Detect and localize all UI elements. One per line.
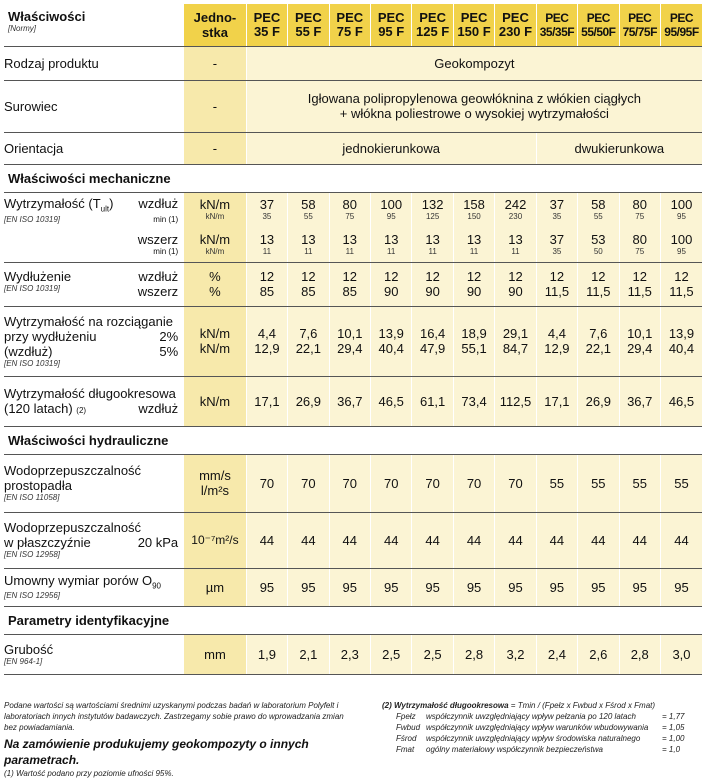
pore-value: 95 [495,568,536,606]
thickness-value: 2,8 [453,634,494,674]
row-tensile-along [4,192,702,228]
section-hydraulic [4,426,702,454]
plane-value: 44 [495,512,536,568]
elongation-value: 12 85 [288,262,329,306]
orientation-label: Orientacja [4,132,184,164]
product-type-value: Geokompozyt [246,46,702,80]
header-product: PEC 55 F [288,4,329,46]
factor-row: Fwbud współczynnik uwzględniający wpływ warunków wbudowywania = 1,05 [396,723,685,732]
header-product: PEC 95 F [371,4,412,46]
header-product: PEC 75 F [329,4,370,46]
longterm-unit: kN/m [184,376,246,426]
plane-value: 44 [536,512,577,568]
thickness-value: 2,4 [536,634,577,674]
header-product: PEC 95/95F [660,4,702,46]
plane-label-line2: w płaszczyźnie [4,535,91,550]
header-property-cell [4,4,184,46]
thickness-value: 2,8 [619,634,660,674]
strain-value: 13,9 40,4 [660,306,702,376]
longterm-value: 17,1 [246,376,287,426]
pore-label: Umowny wymiar porów $O_{90}$ [4,572,161,591]
product-type-unit: - [184,46,246,80]
thickness-value: 2,3 [329,634,370,674]
raw-material-unit: - [184,80,246,132]
perm-value: 55 [536,454,577,512]
strain-norm: [EN ISO 10319] [4,358,61,368]
header-property-title: Właściwości [8,9,86,24]
strain-label-line3: (wzdłuż) [4,343,53,359]
strain-label-cell: Wytrzymałość na rozciąganie przy wydłużeniu 2% (wzdłuż) 5% [EN ISO 10319] [4,306,184,376]
strain-value: 13,9 40,4 [371,306,412,376]
elongation-value: 12 11,5 [619,262,660,306]
tensile-along-value: 37 35 [536,192,577,228]
plane-label-line1: Wodoprzepuszczalność [4,520,142,535]
footer-right [382,700,702,755]
longterm-value: 46,5 [371,376,412,426]
pore-value: 95 [453,568,494,606]
thickness-value: 1,9 [246,634,287,674]
tensile-across-value: 13 11 [371,228,412,262]
elongation-value: 12 90 [371,262,412,306]
pore-unit: µm [184,568,246,606]
thickness-label-cell [4,634,184,674]
strain-value: 7,6 22,1 [578,306,619,376]
elongation-label-cell [4,262,184,306]
footer-disclaimer-1: Podane wartości są wartościami średnimi uzyskanymi podczas badań w laboratorium Polyfelt i [4,701,339,710]
longterm-value: 26,9 [578,376,619,426]
longterm-value: 36,7 [619,376,660,426]
elongation-value: 12 85 [329,262,370,306]
header-product: PEC 55/50F [578,4,619,46]
tensile-along-value: 58 55 [288,192,329,228]
header-norm-label: [Normy] [8,24,36,33]
pore-value: 95 [536,568,577,606]
strain-value: 16,4 47,9 [412,306,453,376]
thickness-value: 2,5 [371,634,412,674]
tensile-across-value: 80 75 [619,228,660,262]
footer-custom-order: Na zamówienie produkujemy geokompozyty o innych parametrach. [4,737,309,767]
perm-value: 70 [453,454,494,512]
raw-material-label: Surowiec [4,80,184,132]
section-hydraulic-title: Właściwości hydrauliczne [4,426,702,454]
perm-value: 70 [288,454,329,512]
perm-value: 55 [660,454,702,512]
tensile-across-value: 13 11 [412,228,453,262]
row-tensile-at-strain [4,306,702,376]
tensile-dir-across-sub: min (1) [153,247,179,257]
section-mechanical [4,164,702,192]
perm-label-line2: prostopadła [4,478,72,493]
tensile-along-value: 242 230 [495,192,536,228]
plane-value: 44 [660,512,702,568]
tensile-across-value: 13 11 [288,228,329,262]
pore-value: 95 [329,568,370,606]
tensile-across-value: 13 11 [246,228,287,262]
thickness-value: 2,5 [412,634,453,674]
elongation-norm: [EN ISO 10319] [4,284,61,293]
row-thickness [4,634,702,674]
tensile-along-value: 80 75 [619,192,660,228]
footer-note-1: (1) Wartość podano przy poziomie ufności 95%. [4,769,174,778]
tensile-across-value: 37 35 [536,228,577,262]
tensile-across-unit: kN/m kN/m [184,228,246,262]
tensile-along-value: 100 95 [660,192,702,228]
pore-value: 95 [288,568,329,606]
thickness-value: 3,2 [495,634,536,674]
section-identification [4,606,702,634]
row-permeability-normal [4,454,702,512]
tensile-across-value: 53 50 [578,228,619,262]
elongation-value: 12 90 [453,262,494,306]
strain-value: 4,4 12,9 [246,306,287,376]
raw-material-value [246,80,702,132]
section-mechanical-title: Właściwości mechaniczne [4,164,702,192]
pore-value: 95 [246,568,287,606]
tensile-along-value: 158 150 [453,192,494,228]
perm-value: 55 [578,454,619,512]
elongation-value: 12 90 [495,262,536,306]
elongation-value: 12 85 [246,262,287,306]
strain-label-line2: przy wydłużeniu [4,328,97,344]
tensile-dir-along: wzdłuż [138,195,179,211]
perm-value: 70 [246,454,287,512]
factor-row: Fmat ogólny materiałowy współczynnik bezpieczeństwa = 1,0 [396,745,681,754]
plane-value: 44 [578,512,619,568]
thickness-value: 2,6 [578,634,619,674]
plane-value: 44 [288,512,329,568]
strain-unit: kN/m kN/m [184,306,246,376]
tensile-across-value: 13 11 [495,228,536,262]
perm-norm: [EN ISO 11058] [4,493,60,502]
footer-left [4,700,374,779]
orientation-bi: dwukierunkowa [536,132,702,164]
longterm-value: 112,5 [495,376,536,426]
longterm-value: 36,7 [329,376,370,426]
raw-material-line1: Igłowana polipropylenowa geowłóknina z włókien ciągłych [307,91,641,106]
raw-material-line2: + włókna poliestrowe o wysokiej wytrzymałości [339,106,609,121]
header-row [4,4,702,46]
tensile-along-value: 100 95 [371,192,412,228]
perm-value: 70 [495,454,536,512]
longterm-value: 17,1 [536,376,577,426]
longterm-value: 61,1 [412,376,453,426]
plane-value: 44 [246,512,287,568]
plane-unit: 10⁻⁷m²/s [184,512,246,568]
elongation-dir-across: wszerz [137,284,179,299]
longterm-label-cell: Wytrzymałość długookresowa (120 latach) (2) wzdłuż [4,376,184,426]
perm-unit: mm/s l/m²s [184,454,246,512]
elongation-unit: % % [184,262,246,306]
tensile-along-value: 132 125 [412,192,453,228]
factor-row: Fśrod współczynnik uwzględniający wpływ środowiska naturalnego = 1,00 [396,734,685,743]
thickness-norm: [EN 964-1] [4,656,43,666]
plane-value: 44 [619,512,660,568]
tensile-across-label-cell [4,228,184,262]
strain-value: 18,9 55,1 [453,306,494,376]
tensile-label-cell [4,192,184,228]
elongation-value: 12 11,5 [536,262,577,306]
longterm-label-line1: Wytrzymałość długookresowa [4,386,176,401]
longterm-label-line2: (120 latach) [4,401,73,416]
elongation-label: Wydłużenie [4,269,72,284]
footer-disclaimer-2: laboratoriach innych instytutów badawczych. Zastrzegamy sobie prawo do wprowadzania zmian [4,712,344,721]
longterm-value: 46,5 [660,376,702,426]
strain-value: 10,1 29,4 [329,306,370,376]
row-permeability-plane [4,512,702,568]
strain-value: 29,1 84,7 [495,306,536,376]
perm-label-cell [4,454,184,512]
strain-value: 7,6 22,1 [288,306,329,376]
longterm-dir: wzdłuż [138,401,179,416]
elongation-value: 12 11,5 [660,262,702,306]
plane-value: 44 [329,512,370,568]
footer-note-2: (2) Wytrzymałość długookresowa = Tmin / (Fpełz x Fwbud x Fśrod x Fmat) [382,701,656,710]
plane-norm: [EN ISO 12958] [4,550,61,559]
header-product: PEC 75/75F [619,4,660,46]
perm-value: 70 [329,454,370,512]
perm-value: 70 [412,454,453,512]
tensile-dir-across: wszerz [137,232,179,248]
tensile-along-value: 80 75 [329,192,370,228]
strain-label-line1: Wytrzymałość na rozciąganie [4,313,173,329]
longterm-value: 73,4 [453,376,494,426]
longterm-value: 26,9 [288,376,329,426]
thickness-value: 2,1 [288,634,329,674]
section-identification-title: Parametry identyfikacyjne [4,606,702,634]
tensile-dir-along-sub: min (1) [153,214,179,224]
tensile-across-value: 13 11 [453,228,494,262]
tensile-across-value: 13 11 [329,228,370,262]
strain-value: 10,1 29,4 [619,306,660,376]
header-product: PEC 125 F [412,4,453,46]
header-product: PEC 35/35F [536,4,577,46]
pore-value: 95 [578,568,619,606]
footer-disclaimer-3: bez powiadamiania. [4,723,75,732]
pore-label-cell [4,568,184,606]
strain-value: 4,4 12,9 [536,306,577,376]
orientation-uni: jednokierunkowa [246,132,536,164]
row-product-type [4,46,702,80]
row-pore-size [4,568,702,606]
row-orientation [4,132,702,164]
pore-value: 95 [371,568,412,606]
pore-value: 95 [660,568,702,606]
header-unit-title: Jedno-stka [184,4,246,46]
tensile-along-value: 58 55 [578,192,619,228]
perm-value: 70 [371,454,412,512]
pore-value: 95 [619,568,660,606]
row-elongation [4,262,702,306]
elongation-dir-along: wzdłuż [138,269,179,284]
thickness-value: 3,0 [660,634,702,674]
thickness-unit: mm [184,634,246,674]
spec-table [4,4,702,675]
perm-label-line1: Wodoprzepuszczalność [4,463,142,478]
row-long-term-strength [4,376,702,426]
tensile-label: Wytrzymałość $(T_{ult})$ [4,195,114,214]
tensile-along-value: 37 35 [246,192,287,228]
pore-norm: [EN ISO 12956] [4,591,61,601]
header-product: PEC 150 F [453,4,494,46]
header-product: PEC 35 F [246,4,287,46]
pore-value: 95 [412,568,453,606]
header-product: PEC 230 F [495,4,536,46]
plane-value: 44 [453,512,494,568]
elongation-value: 12 11,5 [578,262,619,306]
elongation-value: 12 90 [412,262,453,306]
perm-value: 55 [619,454,660,512]
tensile-norm: [EN ISO 10319] [4,214,61,224]
tensile-across-value: 100 95 [660,228,702,262]
plane-value: 44 [412,512,453,568]
orientation-unit: - [184,132,246,164]
plane-label-cell: Wodoprzepuszczalność w płaszczyźnie 20 kPa [EN ISO 12958] [4,512,184,568]
thickness-label: Grubość [4,641,54,657]
factor-row: Fpełz współczynnik uwzględniający wpływ pełzania po 120 latach = 1,77 [396,712,685,721]
row-raw-material [4,80,702,132]
product-type-label: Rodzaj produktu [4,46,184,80]
plane-value: 44 [371,512,412,568]
tensile-along-unit: kN/m kN/m [184,192,246,228]
row-tensile-across [4,228,702,262]
